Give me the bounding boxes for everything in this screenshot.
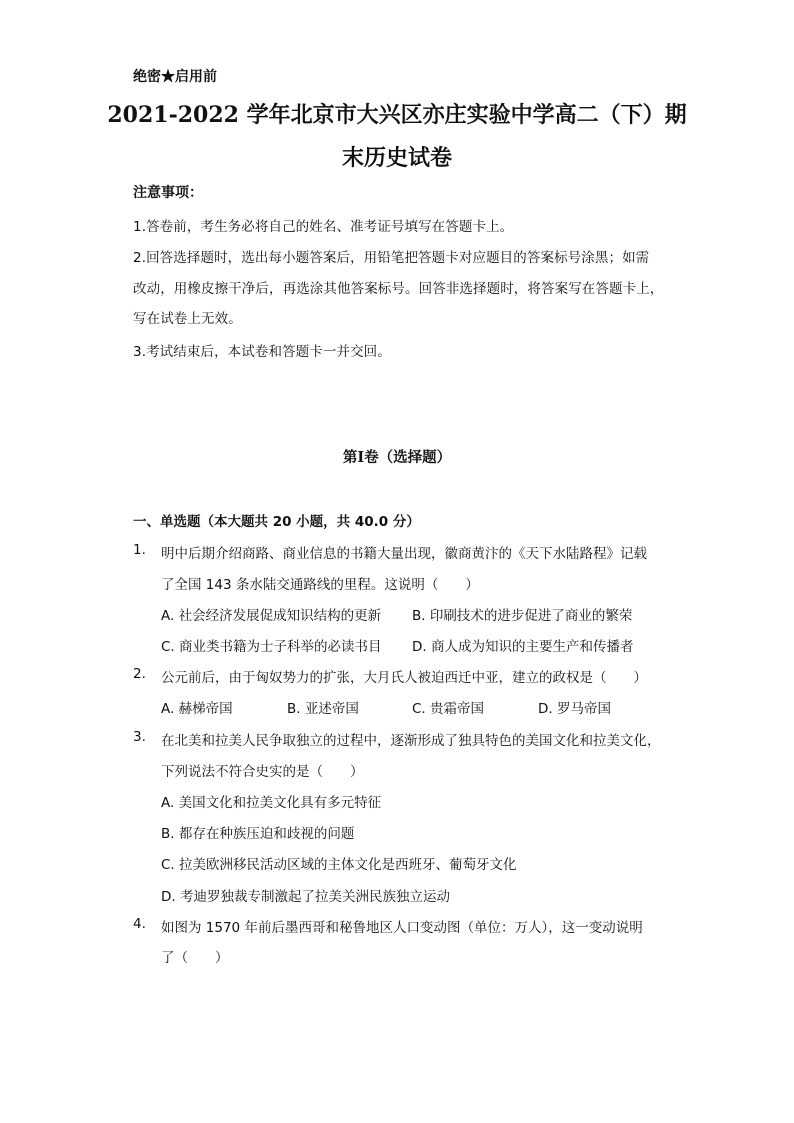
option-b: B. 亚述帝国 <box>287 701 359 717</box>
option-d: D. 罗马帝国 <box>538 701 611 717</box>
question-number: 1. <box>133 542 146 558</box>
exam-title-line-1: 2021-2022 学年北京市大兴区亦庄实验中学高二（下）期 <box>107 102 687 128</box>
note-line: 改动，用橡皮擦干净后，再选涂其他答案标号。回答非选择题时，将答案写在答题卡上， <box>133 281 664 297</box>
question-number: 2. <box>133 666 146 682</box>
note-line: 1.答卷前，考生务必将自己的姓名、准考证号填写在答题卡上。 <box>133 219 514 235</box>
option-c: C. 贵霜帝国 <box>412 701 485 717</box>
option-d: D. 商人成为知识的主要生产和传播者 <box>412 639 634 655</box>
question-text: 明中后期介绍商路、商业信息的书籍大量出现，徽商黄汴的《天下水陆路程》记载 <box>161 546 647 562</box>
question-text: 在北美和拉美人民争取独立的过程中，逐渐形成了独具特色的美国文化和拉美文化， <box>161 733 661 749</box>
question-text: 公元前后，由于匈奴势力的扩张，大月氏人被迫西迁中亚，建立的政权是（ ） <box>161 670 647 686</box>
question-text: 如图为 1570 年前后墨西哥和秘鲁地区人口变动图（单位：万人），这一变动说明 <box>161 920 643 936</box>
question-text: 下列说法不符合史实的是（ ） <box>161 764 364 780</box>
notes-heading: 注意事项： <box>133 185 203 201</box>
option-c: C. 商业类书籍为士子科举的必读书目 <box>161 639 382 655</box>
option-a: A. 赫梯帝国 <box>161 701 233 717</box>
question-number: 4. <box>133 916 146 932</box>
secret-mark: 绝密★启用前 <box>133 69 217 85</box>
note-line: 3.考试结束后，本试卷和答题卡一并交回。 <box>133 344 391 360</box>
option-a: A. 美国文化和拉美文化具有多元特征 <box>161 795 382 811</box>
note-line: 2.回答选择题时，选出每小题答案后，用铅笔把答题卡对应题目的答案标号涂黑；如需 <box>133 250 650 266</box>
note-line: 写在试卷上无效。 <box>133 311 242 327</box>
option-d: D. 考迪罗独裁专制激起了拉美关洲民族独立运动 <box>161 889 450 905</box>
question-number: 3. <box>133 729 146 745</box>
exam-title-line-2: 末历史试卷 <box>341 145 452 171</box>
question-text: 了（ ） <box>161 950 229 966</box>
option-b: B. 印刷技术的进步促进了商业的繁荣 <box>412 608 633 624</box>
option-b: B. 都存在种族压迫和歧视的问题 <box>161 826 355 842</box>
option-a: A. 社会经济发展促成知识结构的更新 <box>161 608 382 624</box>
section-title: 一、单选题（本大题共 20 小题，共 40.0 分） <box>133 514 420 530</box>
question-text: 了全国 143 条水陆交通路线的里程。这说明（ ） <box>161 577 479 593</box>
option-c: C. 拉美欧洲移民活动区域的主体文化是西班牙、葡萄牙文化 <box>161 857 517 873</box>
part-title: 第Ⅰ卷（选择题） <box>342 449 452 466</box>
